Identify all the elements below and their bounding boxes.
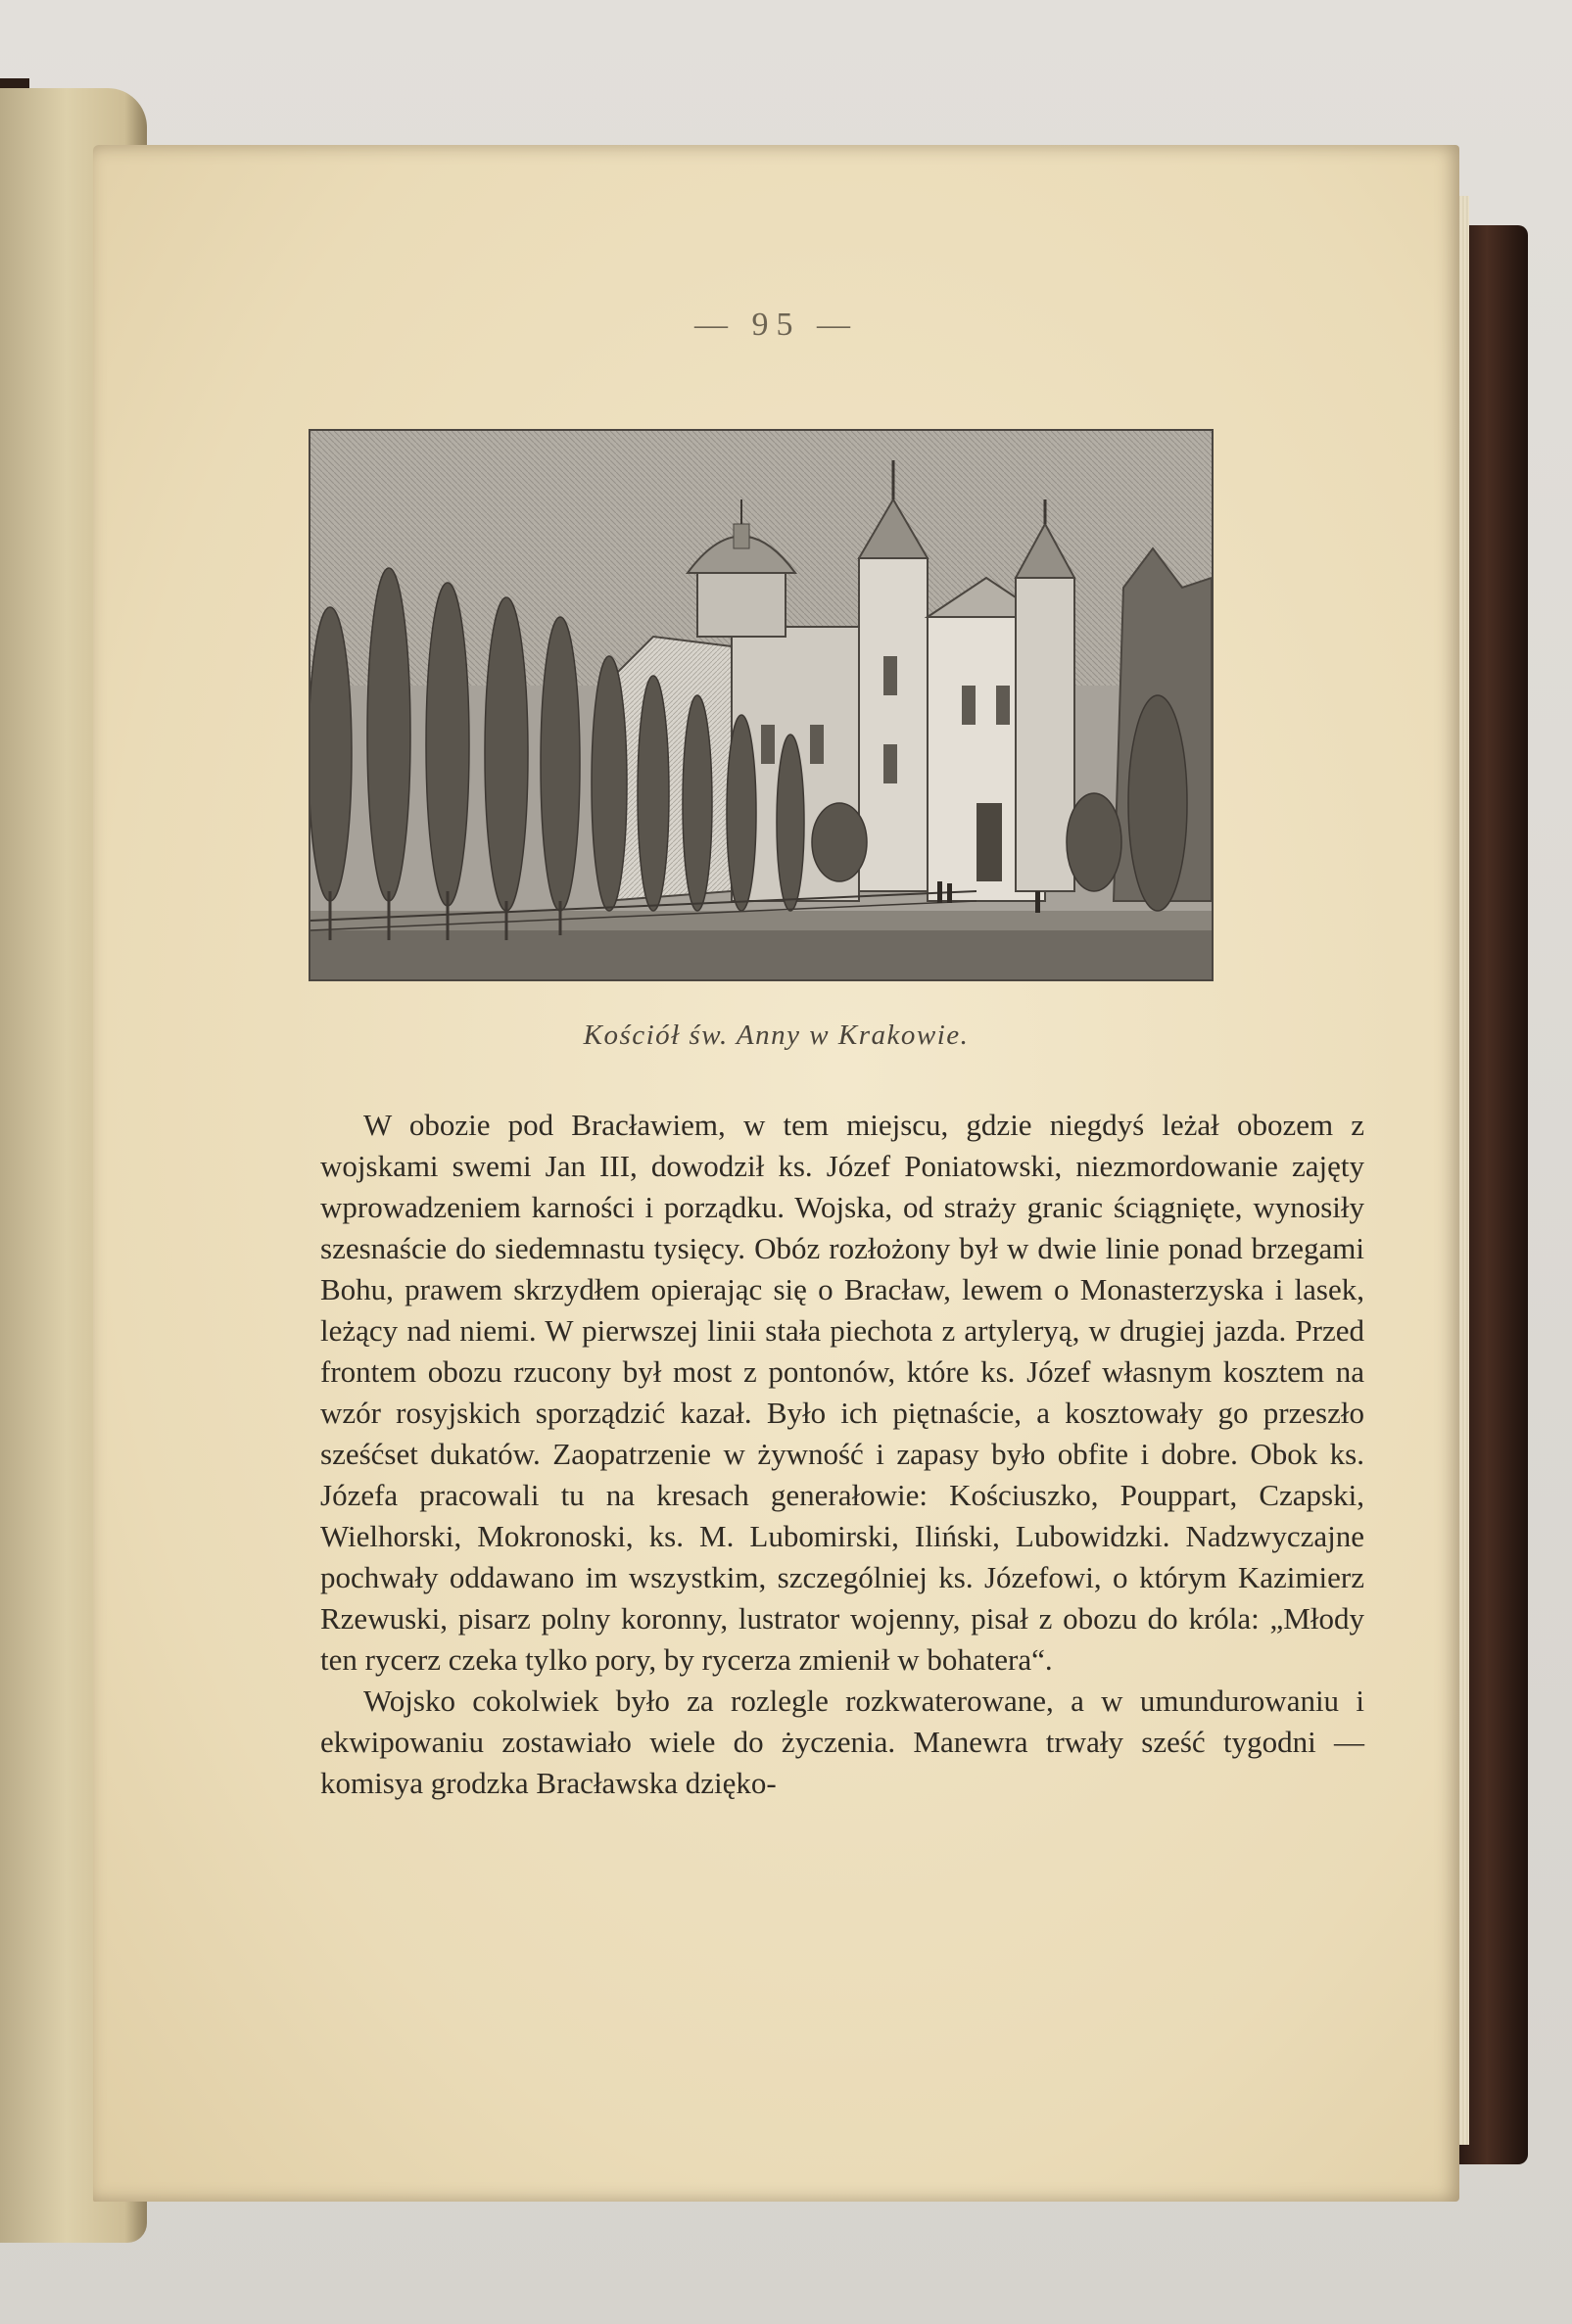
body-text bbox=[320, 1105, 1364, 1804]
paragraph-1: W obozie pod Bracławiem, w tem miejscu, gdzie niegdyś leżał obozem z wojskami swemi Jan III, dowodził ks. Józef Poniatowski, niezmordowanie zajęty wprowadzeniem karności i porządku. Wojska, od straży granic ściągnięte, wynosiły szesnaście do siedemnastu tysięcy. Obóz rozłożony był w dwie linie ponad brzegami Bohu, prawem skrzydłem opierając się o Bracław, lewem o Monasterzyska i lasek, leżący nad niemi. W pierwszej linii stała piechota z artyleryą, w drugiej jazda. Przed frontem obozu rzucony był most z pontonów, które ks. Józef własnym kosztem na wzór rosyjskich sporządzić kazał. Było ich piętnaście, a kosztowały go przeszło sześćset dukatów. Zaopatrzenie w żywność i zapasy było obfite i dobre. Obok ks. Józefa pracowali tu na kresach generałowie: Kościuszko, Pouppart, Czapski, Wielhorski, Mokronoski, ks. M. Lubomirski, Iliński, Lubowidzki. Nadzwyczajne pochwały oddawano im wszystkim, szczególniej ks. Józefowi, o którym Kazimierz Rzewuski, pisarz polny koronny, lustrator wojenny, pisał z obozu do króla: „Młody ten rycerz czeka tylko pory, by rycerza zmienił w bohatera“. bbox=[320, 1108, 1364, 1677]
book-page bbox=[93, 145, 1459, 2202]
illustration-caption: Kościół św. Anny w Krakowie. bbox=[583, 1020, 970, 1051]
page-number: — 95 — bbox=[694, 307, 858, 343]
right-book-cover bbox=[1459, 225, 1528, 2164]
paragraph-2: Wojsko cokolwiek było za rozlegle rozkwaterowane, a w umundurowaniu i ekwipowaniu zostawiało wiele do życzenia. Manewra trwały sześć tygodni — komisya grodzka Bracławska dzięko- bbox=[320, 1684, 1364, 1800]
church-illustration bbox=[309, 429, 1214, 981]
church-engraving-icon bbox=[310, 431, 1212, 979]
